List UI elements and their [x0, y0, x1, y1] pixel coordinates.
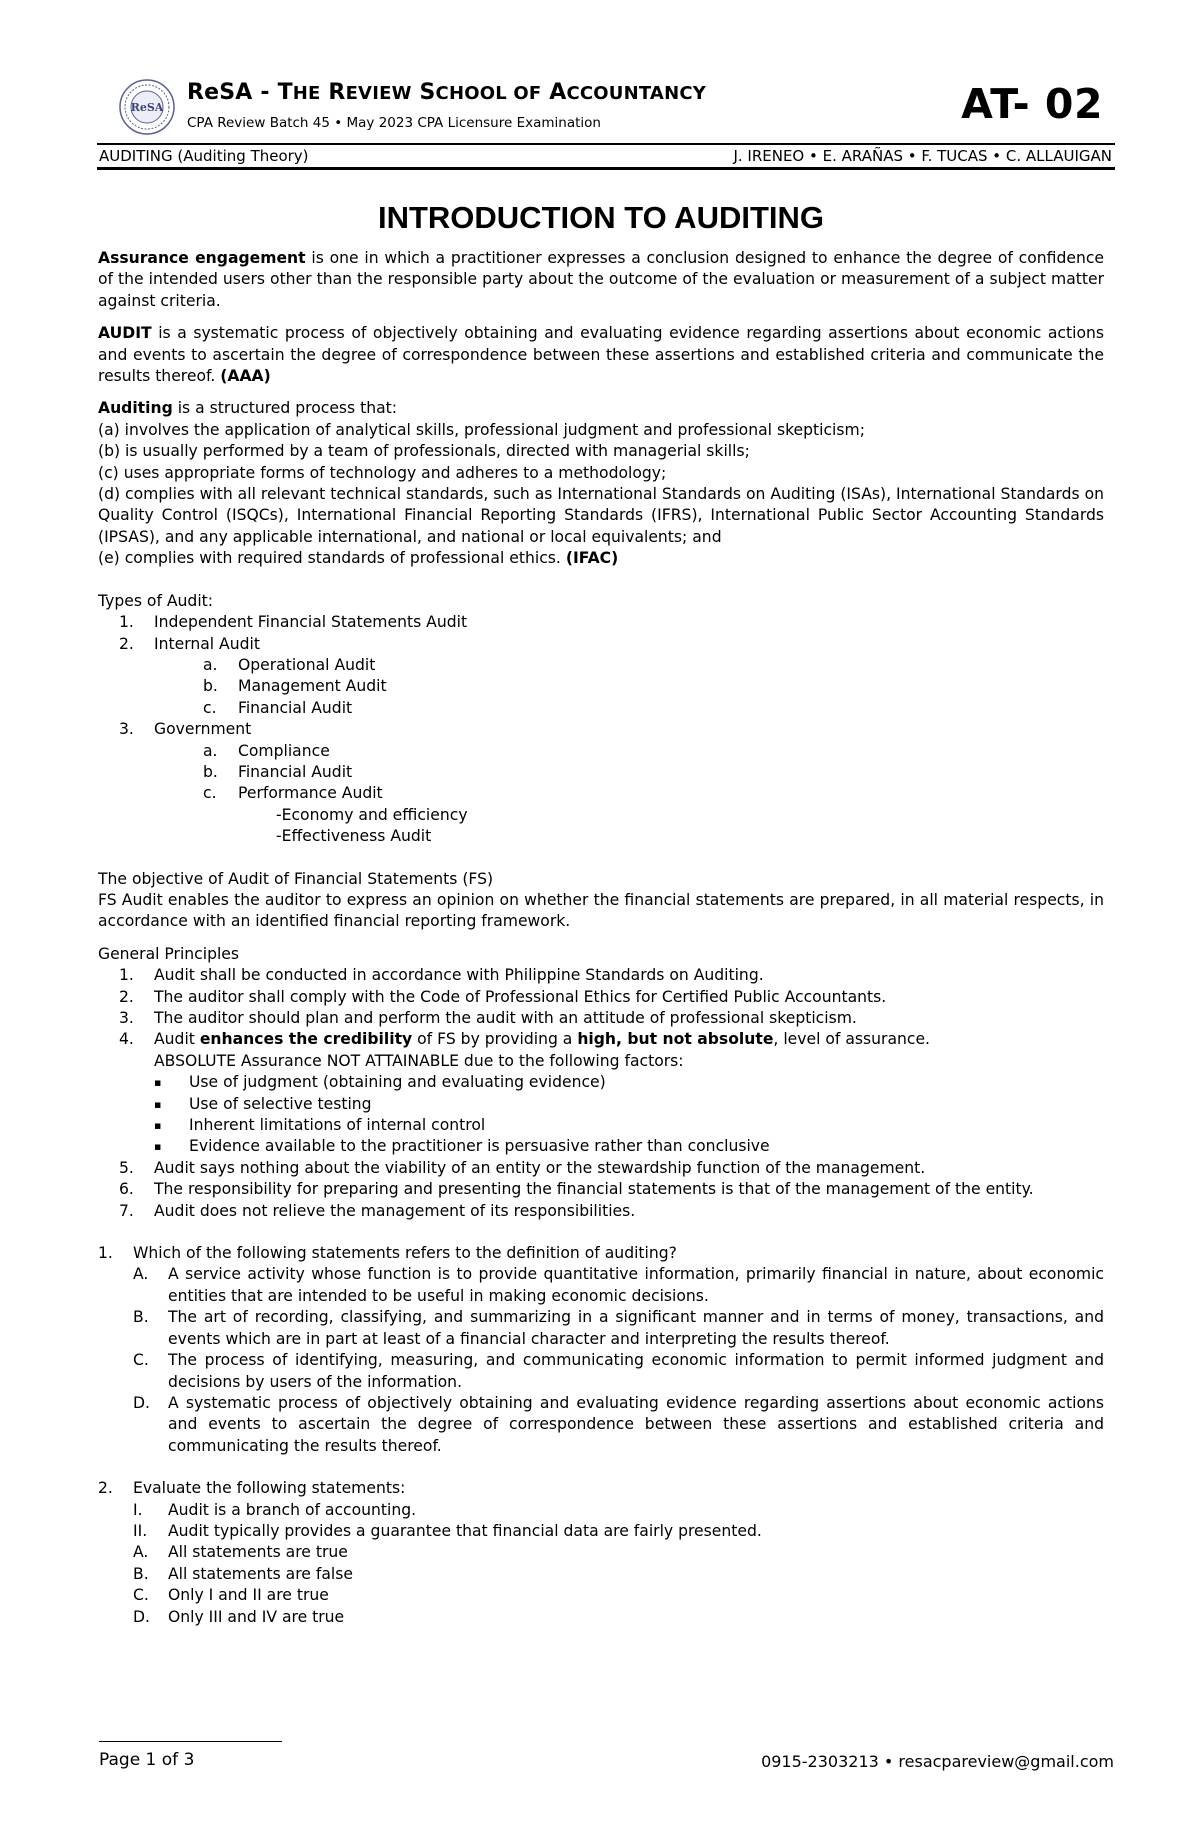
- list-detail: -Economy and efficiency: [276, 805, 468, 824]
- principle-note: ABSOLUTE Assurance NOT ATTAINABLE due to the following factors:: [154, 1051, 684, 1070]
- question-statement: I. Audit is a branch of accounting.: [133, 1500, 417, 1519]
- logo-text: ReSA: [130, 101, 164, 114]
- document-code: AT- 02: [961, 80, 1103, 128]
- question-1: 1. Which of the following statements refers to the definition of auditing?: [98, 1244, 677, 1263]
- bullet-item: ▪ Evidence available to the practitioner is persuasive rather than conclusive: [154, 1137, 770, 1156]
- question-option: B. The art of recording, classifying, and summarizing in a significant manner and in terms of money, transactions, and events which are in part at least of a financial character and interpreting the results thereof.: [133, 1308, 1104, 1348]
- auditing-item: (e) complies with required standards of professional ethics. (IFAC): [98, 549, 619, 568]
- principles-heading: General Principles: [98, 944, 240, 963]
- page-number: Page 1 of 3: [99, 1750, 195, 1770]
- question-option: A. All statements are true: [133, 1543, 348, 1562]
- school-name: ReSA - THE REVIEW SCHOOL OF ACCOUNTANCY: [187, 80, 706, 105]
- types-heading: Types of Audit:: [98, 591, 214, 610]
- list-subitem: b. Management Audit: [203, 677, 387, 696]
- objective-text: FS Audit enables the auditor to express an opinion on whether the financial statements are prepared, in all material respects, in accordance with an identified financial reporting framework.: [98, 890, 1104, 931]
- auditing-definition: Auditing is a structured process that:: [98, 399, 398, 418]
- list-subitem: c. Performance Audit: [203, 784, 383, 803]
- principle-item: 5. Audit says nothing about the viability of an entity or the stewardship function of the management.: [119, 1158, 926, 1177]
- auditing-item: (d) complies with all relevant technical standards, such as International Standards on Auditing (ISAs), International Standards on Quality Control (ISQCs), International Financial Reporting Standards (IFRS), International Public Sector Accounting Standards (IPSAS), and any applicable international, and national or local equivalents; and: [98, 485, 1104, 546]
- document-body: [98, 198, 1104, 1628]
- bullet-item: ▪ Use of judgment (obtaining and evaluating evidence): [154, 1073, 606, 1092]
- objective-heading: The objective of Audit of Financial Statements (FS): [98, 869, 494, 888]
- header-divider-bottom: [97, 167, 1115, 170]
- question-option: C. Only I and II are true: [133, 1586, 329, 1605]
- question-option: D. A systematic process of objectively obtaining and evaluating evidence regarding assertions about economic actions and events to ascertain the degree of correspondence between these assertions and established criteria and communicating the results thereof.: [133, 1393, 1104, 1455]
- question-option: B. All statements are false: [133, 1564, 353, 1583]
- principle-item: 1. Audit shall be conducted in accordance with Philippine Standards on Auditing.: [119, 966, 764, 985]
- principle-item: 2. The auditor shall comply with the Code of Professional Ethics for Certified Public Accountants.: [119, 987, 887, 1006]
- assurance-definition: Assurance engagement is one in which a practitioner expresses a conclusion designed to enhance the degree of confidence of the intended users other than the responsible party about the outcome of the evaluation or measurement of a subject matter against criteria.: [98, 249, 1105, 310]
- principle-item: 6. The responsibility for preparing and presenting the financial statements is that of the management of the entity.: [119, 1180, 1034, 1199]
- list-subitem: b. Financial Audit: [203, 762, 353, 781]
- page-title: INTRODUCTION TO AUDITING: [377, 200, 825, 235]
- auditing-item: (b) is usually performed by a team of professionals, directed with managerial skills;: [98, 442, 750, 461]
- list-subitem: a. Compliance: [203, 741, 330, 760]
- principle-item: 4. Audit enhances the credibility of FS by providing a high, but not absolute, level of assurance.: [119, 1030, 931, 1049]
- footer-divider: [99, 1741, 282, 1742]
- list-item: 3. Government: [119, 720, 252, 739]
- bullet-item: ▪ Inherent limitations of internal control: [154, 1116, 486, 1135]
- auditing-item: (a) involves the application of analytical skills, professional judgment and professional skepticism;: [98, 420, 865, 439]
- list-subitem: a. Operational Audit: [203, 655, 376, 674]
- contact-info: 0915-2303213 • resacpareview@gmail.com: [761, 1752, 1114, 1771]
- principle-item: 7. Audit does not relieve the management of its responsibilities.: [119, 1201, 636, 1220]
- question-statement: II. Audit typically provides a guarantee that financial data are fairly presented.: [133, 1521, 762, 1540]
- header-divider-top: [97, 143, 1115, 145]
- list-item: 1. Independent Financial Statements Audit: [119, 613, 468, 632]
- audit-definition: AUDIT is a systematic process of objectively obtaining and evaluating evidence regarding assertions about economic actions and events to ascertain the degree of correspondence between these assertions and established criteria and communicate the results thereof. (AAA): [98, 324, 1104, 386]
- bullet-item: ▪ Use of selective testing: [154, 1094, 372, 1113]
- list-item: 2. Internal Audit: [119, 634, 260, 653]
- list-detail: -Effectiveness Audit: [276, 827, 432, 846]
- authors-label: J. IRENEO • E. ARAÑAS • F. TUCAS • C. ALLAUIGAN: [733, 147, 1112, 165]
- question-2: 2. Evaluate the following statements:: [98, 1479, 406, 1498]
- subject-label: AUDITING (Auditing Theory): [99, 147, 309, 165]
- resa-logo-seal: [119, 79, 175, 135]
- principle-item: 3. The auditor should plan and perform the audit with an attitude of professional skepticism.: [119, 1009, 857, 1027]
- question-option: C. The process of identifying, measuring, and communicating economic information to permit informed judgment and decisions by users of the information.: [133, 1351, 1104, 1391]
- question-option: D. Only III and IV are true: [133, 1607, 345, 1626]
- auditing-item: (c) uses appropriate forms of technology and adheres to a methodology;: [98, 463, 667, 482]
- list-subitem: c. Financial Audit: [203, 698, 353, 717]
- question-option: A. A service activity whose function is to provide quantitative information, primarily financial in nature, about economic entities that are intended to be useful in making economic decisions.: [133, 1265, 1104, 1305]
- batch-subtitle: CPA Review Batch 45 • May 2023 CPA Licensure Examination: [187, 115, 601, 131]
